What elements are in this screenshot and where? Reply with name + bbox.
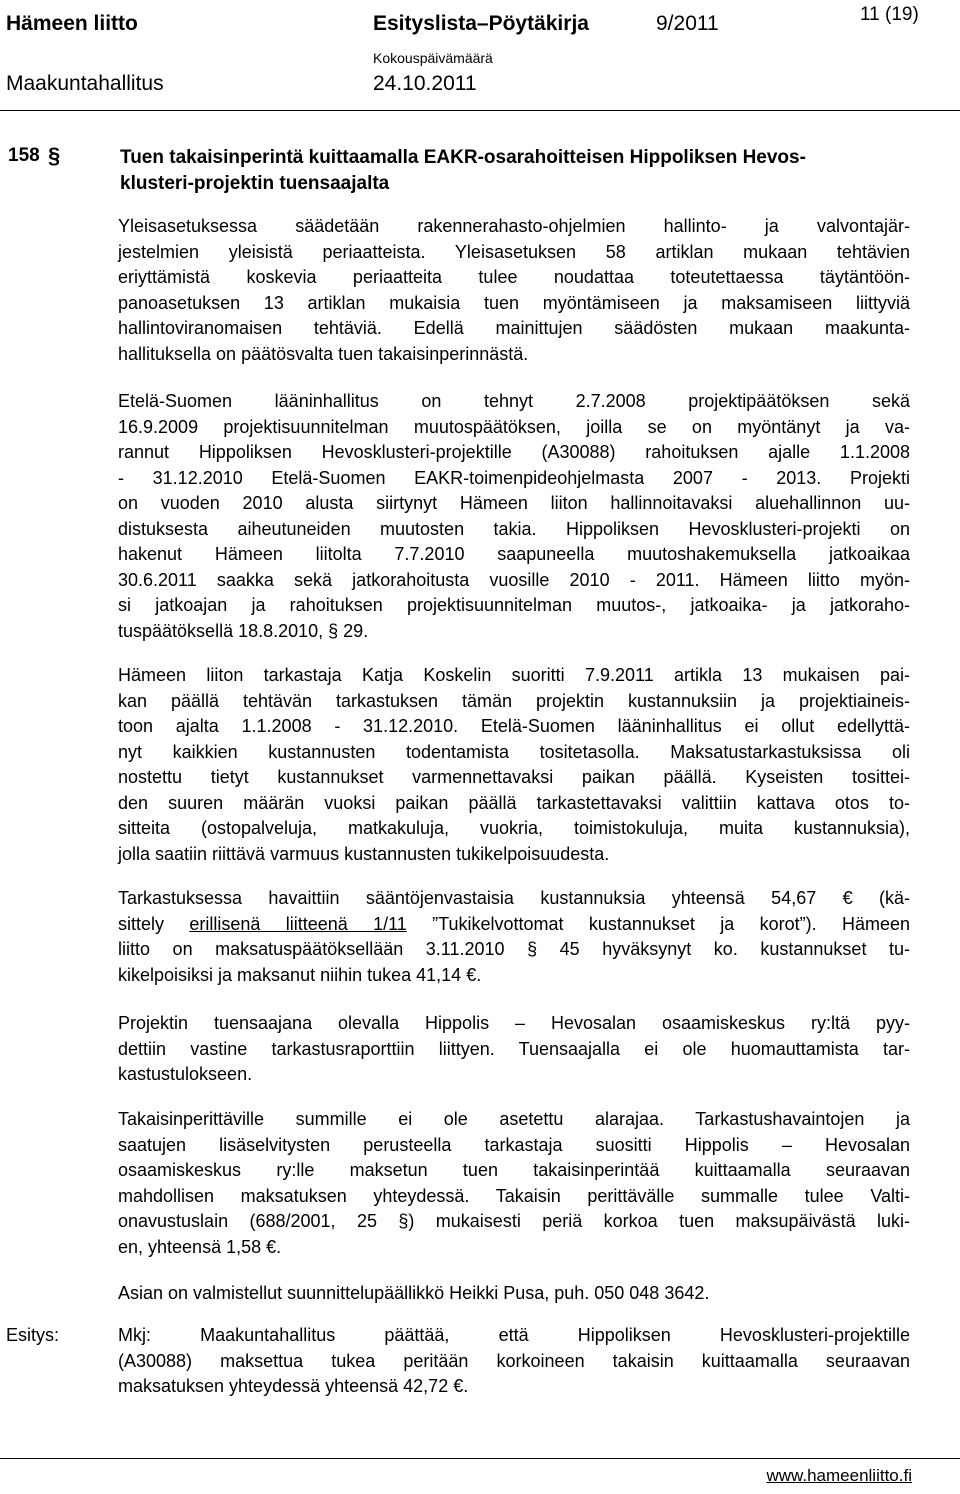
p2-line: tuspäätöksellä 18.8.2010, § 29. [118, 620, 369, 641]
p2-line: rannut Hippoliksen Hevosklusteri-projektille (A30088) rahoituksen ajalle 1.1.2008 [118, 442, 910, 462]
paragraph-1 [118, 214, 910, 367]
p6-line: mahdollisen maksatuksen yhteydessä. Takaisin perittävälle summalle tulee Valti- [118, 1185, 910, 1206]
section-sign: § [48, 143, 61, 168]
proposal-line: maksatuksen yhteydessä yhteensä 42,72 €. [118, 1376, 469, 1396]
p4-line: liitto on maksatuspäätöksellään 3.11.2010 § 45 hyväksynyt ko. kustannukset tu- [118, 939, 910, 959]
p6-line: en, yhteensä 1,58 €. [118, 1236, 282, 1257]
paragraph-6 [118, 1107, 910, 1260]
p2-line: on vuoden 2010 alusta siirtynyt Hämeen liiton hallinnoitavaksi aluehallinnon uu- [118, 493, 910, 513]
p6-line: saatujen lisäselvitysten perusteella tarkastaja suositti Hippolis – Hevosalan [118, 1134, 910, 1155]
paragraph-5 [118, 1011, 910, 1088]
p5-line: dettiin vastine tarkastusraporttiin liittyen. Tuensaajalla ei ole huomauttamista tar- [118, 1038, 910, 1059]
footer-website-link[interactable]: www.hameenliitto.fi [766, 1466, 912, 1485]
p4-line: Tarkastuksessa havaittiin sääntöjenvastaisia kustannuksia yhteensä 54,67 € (kä- [118, 888, 910, 908]
p4-line: kikelpoisiksi ja maksanut niihin tukea 41,14 €. [118, 964, 482, 985]
header-org: Hämeen liitto [6, 12, 138, 35]
p1-line: Yleisasetuksessa säädetään rakennerahasto-ohjelmien hallinto- ja valvontajär- [118, 216, 910, 236]
p3-line: jolla saatiin riittävä varmuus kustannusten tukikelpoisuudesta. [118, 843, 610, 864]
header-page: 11 (19) [860, 4, 919, 25]
p3-line: nyt kaikkien kustannusten todentamista tositetasolla. Maksatustarkastuksissa oli [118, 741, 910, 762]
p3-line: nostettu tietyt kustannukset varmennettavaksi paikan päällä. Kyseisten tosittei- [118, 767, 910, 787]
paragraph-2 [118, 389, 910, 644]
proposal-line: (A30088) maksettua tukea peritään korkoineen takaisin kuittaamalla seuraavan [118, 1350, 910, 1371]
p2-line: hakenut Hämeen liitolta 7.7.2010 saapuneella muutoshakemuksella jatkoaikaa [118, 544, 910, 564]
p5-line: Projektin tuensaajana olevalla Hippolis – Hevosalan osaamiskeskus ry:ltä pyy- [118, 1013, 910, 1033]
p1-line: panoasetuksen 13 artiklan mukaisia tuen myöntämiseen ja maksamiseen liittyviä [118, 292, 910, 313]
p3-line: den suuren määrän vuoksi paikan päällä tarkastettavaksi valittiin kattava otos to- [118, 792, 910, 813]
p1-line: jestelmien yleisistä periaatteista. Yleisasetuksen 58 artiklan mukaan tehtävien [118, 241, 910, 262]
p3-line: Hämeen liiton tarkastaja Katja Koskelin suoritti 7.9.2011 artikla 13 mukaisen pai- [118, 665, 910, 685]
section-title [120, 145, 806, 197]
p2-line: - 31.12.2010 Etelä-Suomen EAKR-toimenpideohjelmasta 2007 - 2013. Projekti [118, 467, 910, 488]
footer-rule [0, 1458, 960, 1459]
paragraph-7 [118, 1281, 910, 1307]
p4-line-2 [118, 912, 910, 938]
p6-line: osaamiskeskus ry:lle maksetun tuen takaisinperintää kuittaamalla seuraavan [118, 1160, 910, 1180]
header-doc-type: Esityslista–Pöytäkirja [373, 12, 589, 35]
p2-line: distuksesta aiheutuneiden muutosten takia. Hippoliksen Hevosklusteri-projekti on [118, 518, 910, 539]
header-rule [0, 110, 960, 111]
p1-line: eriyttämistä koskevia periaatteita tulee noudattaa toteutettaessa täytäntöön- [118, 267, 910, 287]
p6-line: Takaisinperittäville summille ei ole asetettu alarajaa. Tarkastushavaintojen ja [118, 1109, 910, 1129]
p2-line: 30.6.2011 saakka sekä jatkorahoitusta vuosille 2010 - 2011. Hämeen liitto myön- [118, 569, 910, 590]
preparer-line: Asian on valmistellut suunnittelupäällikkö Heikki Pusa, puh. 050 048 3642. [118, 1283, 710, 1303]
paragraph-3 [118, 663, 910, 867]
header-body: Maakuntahallitus [6, 72, 164, 95]
p3-line: toon ajalta 1.1.2008 - 31.12.2010. Etelä-Suomen lääninhallitus ei ollut edellyttä- [118, 716, 910, 736]
attachment-link[interactable]: erillisenä liitteenä 1/11 [189, 913, 407, 934]
section-title-line-1: Tuen takaisinperintä kuittaamalla EAKR-osarahoitteisen Hippoliksen Hevos- [120, 147, 806, 168]
p3-line: sitteita (ostopalveluja, matkakuluja, vuokria, toimistokuluja, muita kustannuksia), [118, 818, 910, 838]
p2-line: 16.9.2009 projektisuunnitelman muutospäätöksen, joilla se on myöntänyt ja va- [118, 416, 910, 437]
header-date-label: Kokouspäivämäärä [373, 50, 493, 66]
paragraph-4 [118, 886, 910, 988]
proposal-label: Esitys: [6, 1325, 60, 1345]
proposal-text [118, 1323, 910, 1400]
header-date: 24.10.2011 [373, 72, 477, 95]
section-title-line-2: klusteri-projektin tuensaajalta [120, 173, 390, 194]
p3-line: kan päällä tehtävän tarkastuksen tämän projektin kustannuksiin ja projektiaineis- [118, 690, 910, 711]
p4-text: ”Tukikelvottomat kustannukset ja korot”). Hämeen [406, 913, 910, 934]
p6-line: onavustuslain (688/2001, 25 §) mukaisesti periä korkoa tuen maksupäivästä luki- [118, 1211, 910, 1231]
p4-text: sittely [118, 913, 190, 934]
p2-line: Etelä-Suomen lääninhallitus on tehnyt 2.7.2008 projektipäätöksen sekä [118, 391, 910, 411]
p1-line: hallintoviranomaisen tehtäviä. Edellä mainittujen säädösten mukaan maakunta- [118, 318, 910, 338]
p2-line: si jatkoajan ja rahoituksen projektisuunnitelman muutos-, jatkoaika- ja jatkoraho- [118, 595, 910, 615]
p5-line: kastustulokseen. [118, 1064, 253, 1084]
header-number: 9/2011 [656, 12, 719, 35]
proposal-line: Mkj: Maakuntahallitus päättää, että Hippoliksen Hevosklusteri-projektille [118, 1325, 910, 1345]
section-number: 158 [8, 145, 40, 166]
p1-line: hallituksella on päätösvalta tuen takaisinperinnästä. [118, 343, 529, 364]
